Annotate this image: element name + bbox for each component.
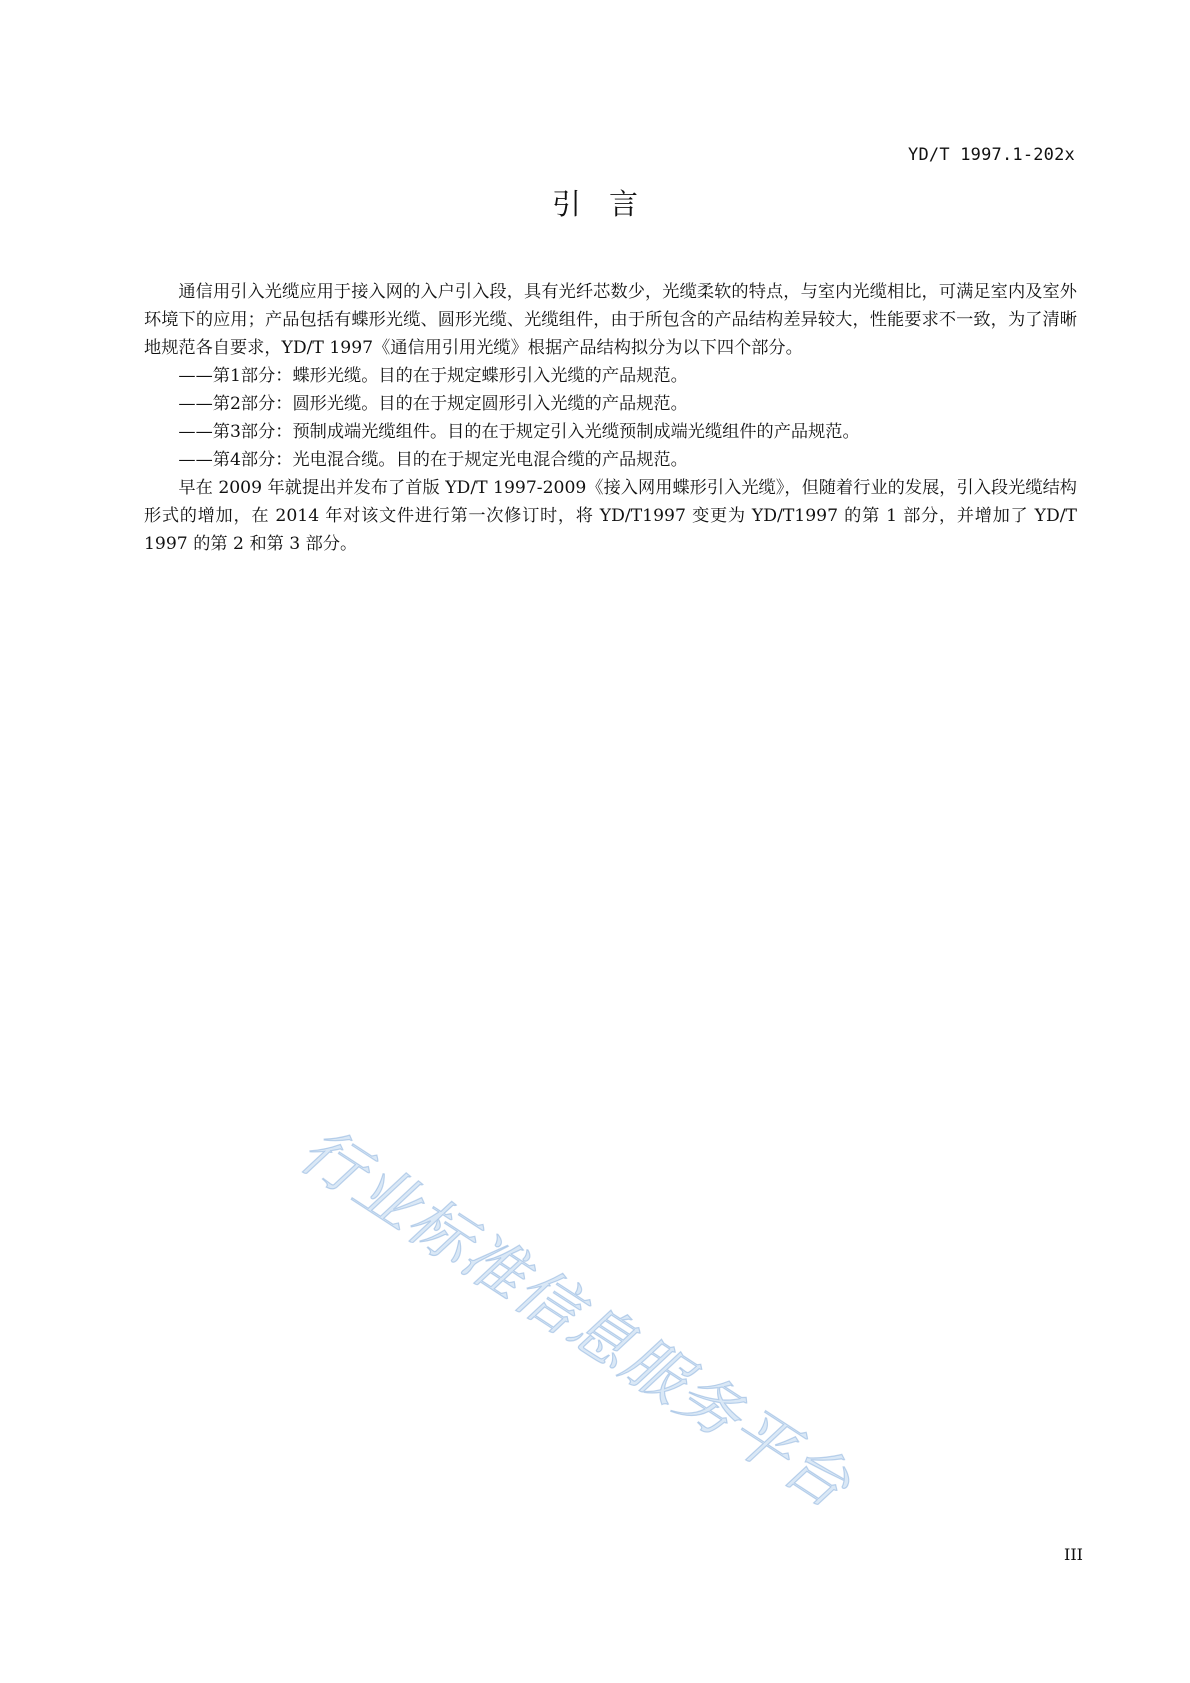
- page-title: 引言: [551, 187, 666, 221]
- part-item-4: ——第4部分：光电混合缆。目的在于规定光电混合缆的产品规范。: [178, 450, 688, 470]
- part-item-2: ——第2部分：圆形光缆。目的在于规定圆形引入光缆的产品规范。: [178, 394, 688, 414]
- intro-paragraph: 通信用引入光缆应用于接入网的入户引入段，具有光纤芯数少，光缆柔软的特点，与室内光缆相比，可满足室内及室外环境下的应用；产品包括有蝶形光缆、圆形光缆、光缆组件，由于所包含的产品结构差异较大，性能要求不一致，为了清晰地规范各自要求，YD/T 1997《通信用引用光缆》根据产品结构拟分为以下四个部分。: [144, 282, 1077, 358]
- part-item-1: ——第1部分：蝶形光缆。目的在于规定蝶形引入光缆的产品规范。: [178, 366, 688, 386]
- part-item-3: ——第3部分：预制成端光缆组件。目的在于规定引入光缆预制成端光缆组件的产品规范。: [178, 422, 860, 442]
- standard-code: YD/T 1997.1-202x: [908, 145, 1075, 165]
- history-paragraph: 早在 2009 年就提出并发布了首版 YD/T 1997-2009《接入网用蝶形引入光缆》，但随着行业的发展，引入段光缆结构形式的增加，在 2014 年对该文件进行第一次修订时，将 YD/T1997 变更为 YD/T1997 的第 1 部分，并增加了 YD/T 1997 的第 2 和第 3 部分。: [144, 478, 1077, 554]
- page-number: III: [1064, 1545, 1083, 1564]
- watermark: 行业标准信息服务平台: [287, 1113, 864, 1523]
- body-text: [144, 278, 1077, 558]
